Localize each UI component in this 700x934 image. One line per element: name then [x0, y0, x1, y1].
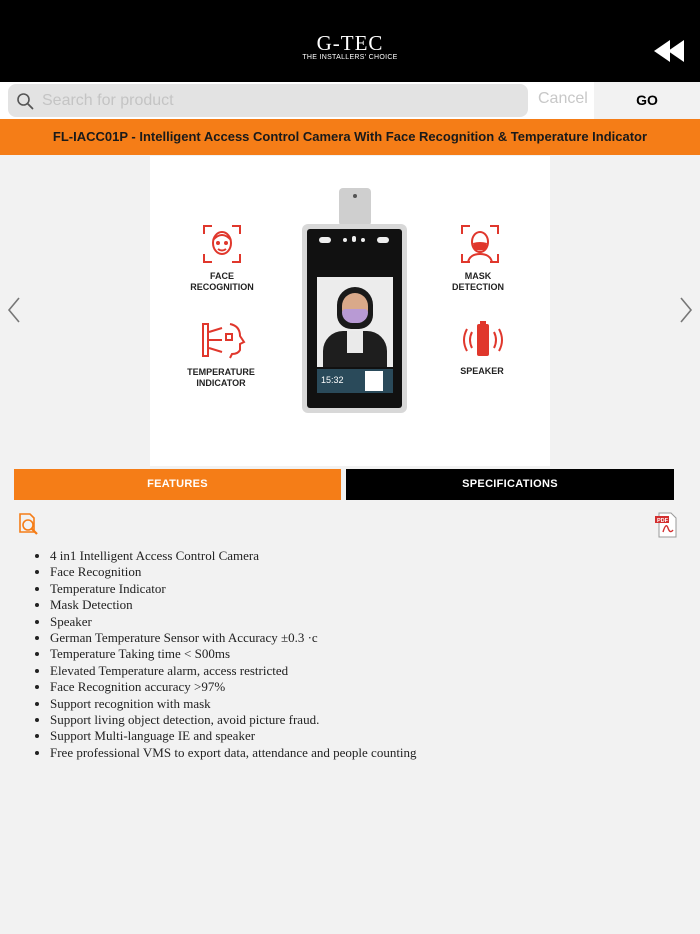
zoom-button[interactable]	[16, 512, 40, 536]
carousel-next-button[interactable]	[678, 296, 694, 324]
search-icon	[16, 92, 34, 110]
brand-logo	[0, 31, 700, 62]
search-field[interactable]	[8, 84, 528, 117]
list-item: • Support recognition with mask	[50, 696, 417, 712]
list-item: • 4 in1 Intelligent Access Control Camera	[50, 548, 417, 564]
app-header	[0, 0, 700, 82]
temperature-indicator-label: TEMPERATURE INDICATOR	[187, 367, 255, 388]
mask-detection-label: MASK DETECTION	[451, 271, 504, 292]
logo-wordmark: G-TEC	[316, 31, 384, 55]
svg-text:PDF: PDF	[657, 518, 668, 524]
device-body	[302, 224, 407, 413]
back-button[interactable]	[652, 38, 688, 64]
list-item: • Support living object detection, avoid picture fraud.	[50, 712, 417, 728]
device-camera-module	[339, 188, 371, 226]
product-image	[150, 156, 550, 466]
device-time: 15:32	[321, 375, 344, 385]
tab-features[interactable]: FEATURES	[14, 469, 341, 500]
list-item: • German Temperature Sensor with Accuracy ±0.3 ·c	[50, 630, 417, 646]
search-input[interactable]	[42, 84, 522, 117]
device-screen	[307, 229, 402, 408]
list-item: • Mask Detection	[50, 597, 417, 613]
product-title: FL-IACC01P - Intelligent Access Control Camera With Face Recognition & Temperature Indicator	[0, 119, 700, 155]
temperature-indicator-icon	[200, 320, 246, 360]
speaker-icon	[460, 320, 506, 360]
list-item: • Elevated Temperature alarm, access restricted	[50, 663, 417, 679]
list-item: • Speaker	[50, 614, 417, 630]
carousel-prev-button[interactable]	[6, 296, 22, 324]
pdf-download-button[interactable]	[654, 512, 680, 538]
speaker-label: SPEAKER	[460, 366, 504, 376]
tab-specifications[interactable]: SPECIFICATIONS	[346, 469, 674, 500]
go-button[interactable]: GO	[594, 82, 700, 119]
list-item: • Temperature Indicator	[50, 581, 417, 597]
list-item: • Face Recognition	[50, 564, 417, 580]
face-recognition-label: FACE RECOGNITION	[190, 271, 254, 292]
list-item: • Temperature Taking time < S00ms	[50, 646, 417, 662]
document-zoom-icon	[16, 512, 40, 536]
list-item: • Support Multi-language IE and speaker	[50, 728, 417, 744]
double-arrow-left-icon	[652, 38, 688, 64]
face-recognition-icon	[202, 224, 242, 264]
chevron-left-icon	[6, 296, 22, 324]
list-item: • Face Recognition accuracy >97%	[50, 679, 417, 695]
chevron-right-icon	[678, 296, 694, 324]
cancel-button[interactable]: Cancel	[538, 90, 588, 107]
logo-tagline: THE INSTALLERS' CHOICE	[302, 54, 398, 61]
device-photo	[317, 277, 393, 367]
list-item: • Free professional VMS to export data, attendance and people counting	[50, 745, 417, 761]
mask-detection-icon	[460, 224, 500, 264]
pdf-icon	[654, 512, 680, 538]
features-list	[50, 548, 417, 761]
